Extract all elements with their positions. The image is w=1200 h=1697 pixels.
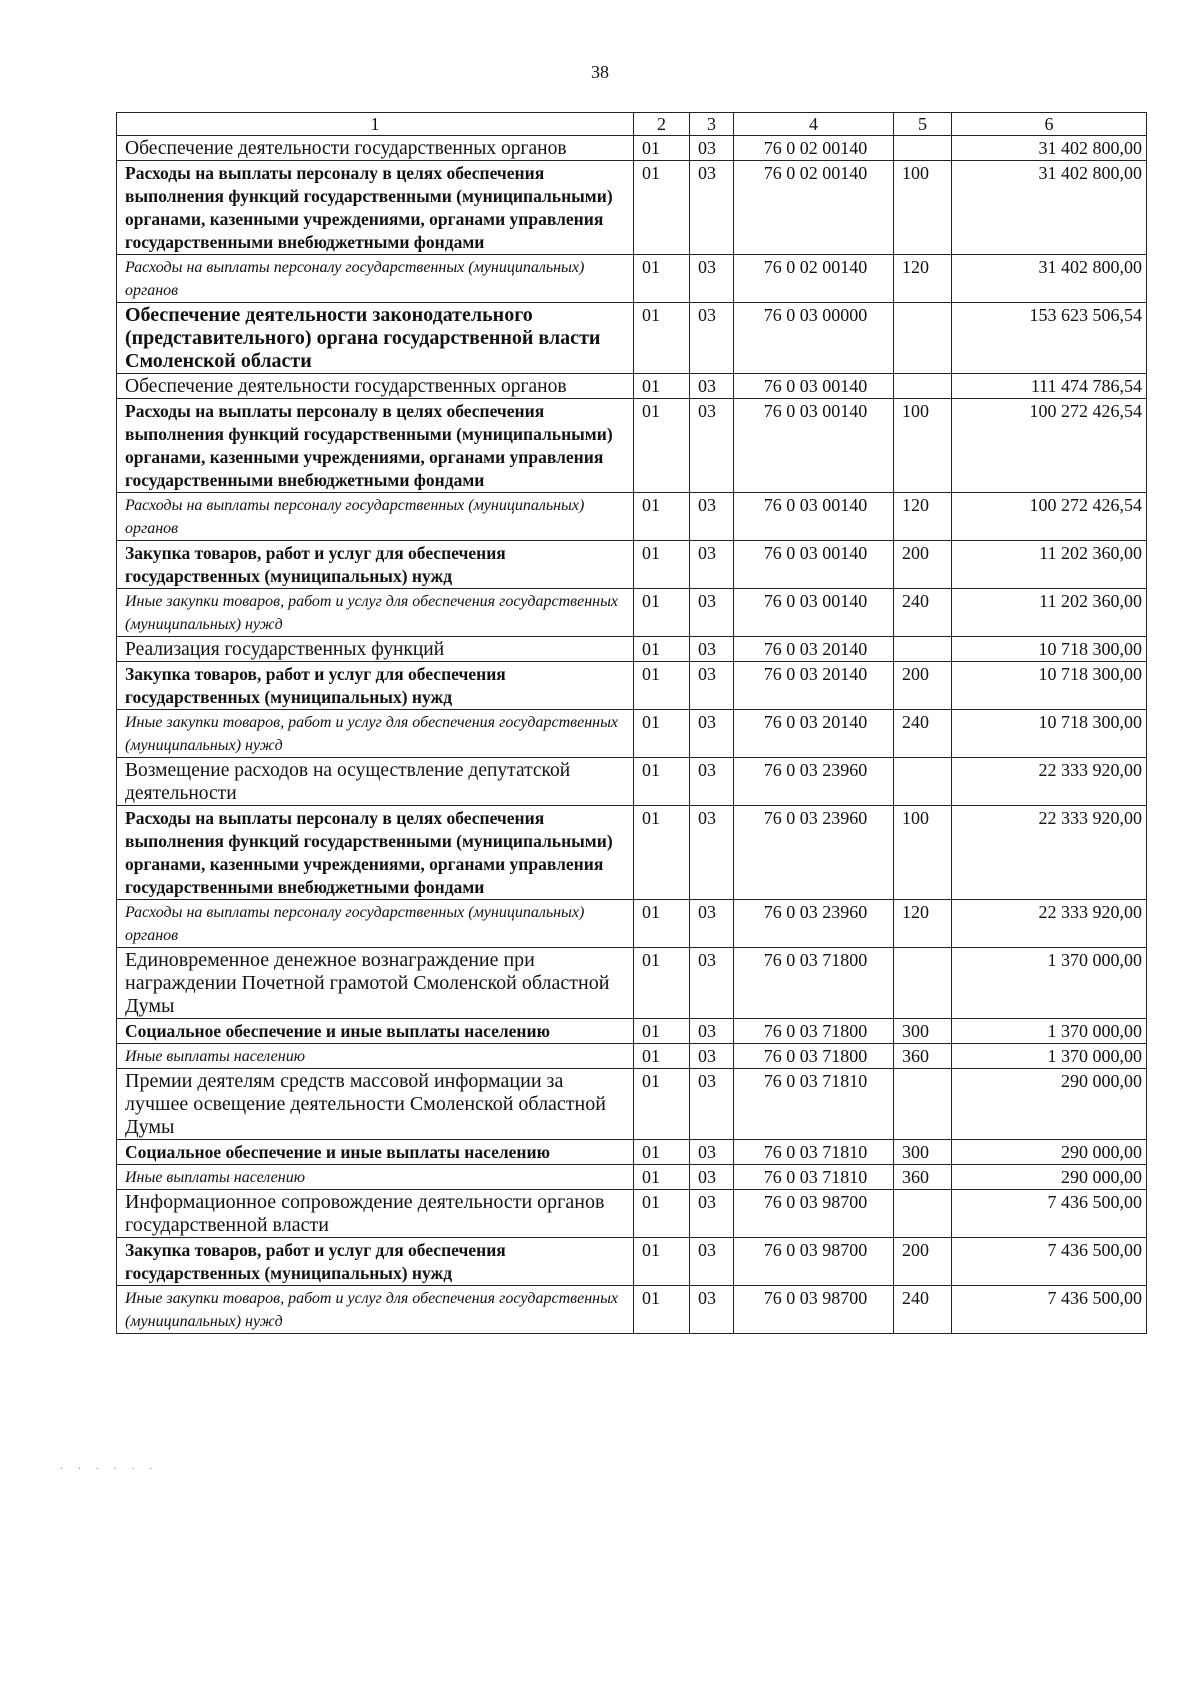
target-article-cell: 76 0 03 00140 [734,589,894,637]
subsection-code-cell: 03 [690,1286,734,1334]
subsection-code-cell: 03 [690,589,734,637]
amount-cell: 22 333 920,00 [952,758,1147,806]
subsection-code-cell: 03 [690,637,734,662]
item-name-cell: Расходы на выплаты персоналу государственных (муниципальных) органов [117,900,634,948]
subsection-code-cell: 03 [690,1019,734,1044]
item-name-cell: Обеспечение деятельности государственных органов [117,374,634,399]
item-name-cell: Расходы на выплаты персоналу государственных (муниципальных) органов [117,255,634,303]
subsection-code-cell: 03 [690,1140,734,1165]
section-code-cell: 01 [634,541,690,589]
target-article-cell: 76 0 03 00000 [734,303,894,374]
expense-type-cell [894,758,952,806]
subsection-code-cell: 03 [690,900,734,948]
expense-type-cell: 100 [894,161,952,255]
budget-table [116,112,1147,1334]
table-row [117,136,1147,161]
table-row [117,541,1147,589]
amount-cell: 290 000,00 [952,1165,1147,1190]
expense-type-cell [894,637,952,662]
expense-type-cell [894,374,952,399]
section-code-cell: 01 [634,1238,690,1286]
column-header: 2 [634,113,690,136]
expense-type-cell: 100 [894,806,952,900]
item-name-cell: Закупка товаров, работ и услуг для обеспечения государственных (муниципальных) нужд [117,662,634,710]
table-row [117,1286,1147,1334]
amount-cell: 290 000,00 [952,1069,1147,1140]
subsection-code-cell: 03 [690,710,734,758]
section-code-cell: 01 [634,710,690,758]
subsection-code-cell: 03 [690,399,734,493]
expense-type-cell: 300 [894,1019,952,1044]
amount-cell: 10 718 300,00 [952,710,1147,758]
target-article-cell: 76 0 03 23960 [734,758,894,806]
amount-cell: 11 202 360,00 [952,589,1147,637]
item-name-cell: Расходы на выплаты персоналу в целях обеспечения выполнения функций государственными (муниципальными) органами, казенными учреждениями, органами управления государственными внебюджетными фондами [117,806,634,900]
amount-cell: 100 272 426,54 [952,399,1147,493]
table-row [117,589,1147,637]
expense-type-cell: 240 [894,1286,952,1334]
amount-cell: 31 402 800,00 [952,255,1147,303]
table-row [117,1140,1147,1165]
expense-type-cell: 200 [894,662,952,710]
table-row [117,637,1147,662]
section-code-cell: 01 [634,1286,690,1334]
scan-artifact: · · · · · · [60,1464,159,1475]
amount-cell: 22 333 920,00 [952,806,1147,900]
section-code-cell: 01 [634,303,690,374]
expense-type-cell: 200 [894,541,952,589]
target-article-cell: 76 0 03 00140 [734,493,894,541]
section-code-cell: 01 [634,1140,690,1165]
target-article-cell: 76 0 03 00140 [734,374,894,399]
section-code-cell: 01 [634,255,690,303]
subsection-code-cell: 03 [690,541,734,589]
target-article-cell: 76 0 03 98700 [734,1190,894,1238]
section-code-cell: 01 [634,161,690,255]
amount-cell: 7 436 500,00 [952,1190,1147,1238]
table-row [117,255,1147,303]
section-code-cell: 01 [634,758,690,806]
table-row [117,1019,1147,1044]
section-code-cell: 01 [634,1069,690,1140]
section-code-cell: 01 [634,399,690,493]
table-row [117,806,1147,900]
column-header: 1 [117,113,634,136]
column-header: 3 [690,113,734,136]
amount-cell: 7 436 500,00 [952,1286,1147,1334]
table-row [117,374,1147,399]
item-name-cell: Иные выплаты населению [117,1165,634,1190]
item-name-cell: Расходы на выплаты персоналу в целях обеспечения выполнения функций государственными (муниципальными) органами, казенными учреждениями, органами управления государственными внебюджетными фондами [117,399,634,493]
expense-type-cell [894,948,952,1019]
target-article-cell: 76 0 02 00140 [734,255,894,303]
table-row [117,758,1147,806]
target-article-cell: 76 0 03 71800 [734,1019,894,1044]
item-name-cell: Закупка товаров, работ и услуг для обеспечения государственных (муниципальных) нужд [117,1238,634,1286]
item-name-cell: Иные закупки товаров, работ и услуг для обеспечения государственных (муниципальных) нужд [117,1286,634,1334]
expense-type-cell [894,1069,952,1140]
subsection-code-cell: 03 [690,948,734,1019]
amount-cell: 100 272 426,54 [952,493,1147,541]
subsection-code-cell: 03 [690,1069,734,1140]
section-code-cell: 01 [634,493,690,541]
subsection-code-cell: 03 [690,1190,734,1238]
target-article-cell: 76 0 02 00140 [734,136,894,161]
item-name-cell: Иные выплаты населению [117,1044,634,1069]
item-name-cell: Социальное обеспечение и иные выплаты населению [117,1019,634,1044]
section-code-cell: 01 [634,1190,690,1238]
amount-cell: 153 623 506,54 [952,303,1147,374]
target-article-cell: 76 0 03 23960 [734,900,894,948]
target-article-cell: 76 0 03 20140 [734,662,894,710]
target-article-cell: 76 0 03 71800 [734,948,894,1019]
target-article-cell: 76 0 03 71810 [734,1069,894,1140]
item-name-cell: Возмещение расходов на осуществление депутатской деятельности [117,758,634,806]
section-code-cell: 01 [634,806,690,900]
target-article-cell: 76 0 03 00140 [734,541,894,589]
expense-type-cell [894,303,952,374]
target-article-cell: 76 0 03 20140 [734,710,894,758]
item-name-cell: Социальное обеспечение и иные выплаты населению [117,1140,634,1165]
target-article-cell: 76 0 03 98700 [734,1286,894,1334]
table-row [117,399,1147,493]
section-code-cell: 01 [634,1165,690,1190]
section-code-cell: 01 [634,374,690,399]
subsection-code-cell: 03 [690,1238,734,1286]
section-code-cell: 01 [634,589,690,637]
page-number: 38 [591,62,609,82]
amount-cell: 1 370 000,00 [952,948,1147,1019]
table-row [117,1044,1147,1069]
section-code-cell: 01 [634,1044,690,1069]
table-row [117,710,1147,758]
subsection-code-cell: 03 [690,662,734,710]
table-row [117,161,1147,255]
table-row [117,948,1147,1019]
target-article-cell: 76 0 03 71810 [734,1140,894,1165]
expense-type-cell: 120 [894,900,952,948]
amount-cell: 1 370 000,00 [952,1019,1147,1044]
amount-cell: 10 718 300,00 [952,637,1147,662]
target-article-cell: 76 0 02 00140 [734,161,894,255]
item-name-cell: Расходы на выплаты персоналу в целях обеспечения выполнения функций государственными (муниципальными) органами, казенными учреждениями, органами управления государственными внебюджетными фондами [117,161,634,255]
amount-cell: 31 402 800,00 [952,136,1147,161]
table-row [117,493,1147,541]
table-row [117,1165,1147,1190]
amount-cell: 31 402 800,00 [952,161,1147,255]
section-code-cell: 01 [634,637,690,662]
item-name-cell: Реализация государственных функций [117,637,634,662]
column-header: 6 [952,113,1147,136]
target-article-cell: 76 0 03 00140 [734,399,894,493]
target-article-cell: 76 0 03 20140 [734,637,894,662]
subsection-code-cell: 03 [690,493,734,541]
subsection-code-cell: 03 [690,1165,734,1190]
subsection-code-cell: 03 [690,255,734,303]
expense-type-cell: 360 [894,1044,952,1069]
section-code-cell: 01 [634,900,690,948]
item-name-cell: Расходы на выплаты персоналу государственных (муниципальных) органов [117,493,634,541]
amount-cell: 11 202 360,00 [952,541,1147,589]
item-name-cell: Обеспечение деятельности государственных органов [117,136,634,161]
table-row [117,303,1147,374]
expense-type-cell: 120 [894,493,952,541]
section-code-cell: 01 [634,662,690,710]
subsection-code-cell: 03 [690,161,734,255]
table-row [117,1238,1147,1286]
amount-cell: 7 436 500,00 [952,1238,1147,1286]
target-article-cell: 76 0 03 98700 [734,1238,894,1286]
expense-type-cell: 240 [894,710,952,758]
target-article-cell: 76 0 03 71810 [734,1165,894,1190]
section-code-cell: 01 [634,136,690,161]
expense-type-cell: 240 [894,589,952,637]
expense-type-cell: 200 [894,1238,952,1286]
subsection-code-cell: 03 [690,136,734,161]
amount-cell: 1 370 000,00 [952,1044,1147,1069]
section-code-cell: 01 [634,1019,690,1044]
subsection-code-cell: 03 [690,303,734,374]
item-name-cell: Иные закупки товаров, работ и услуг для обеспечения государственных (муниципальных) нужд [117,710,634,758]
item-name-cell: Закупка товаров, работ и услуг для обеспечения государственных (муниципальных) нужд [117,541,634,589]
target-article-cell: 76 0 03 71800 [734,1044,894,1069]
subsection-code-cell: 03 [690,374,734,399]
subsection-code-cell: 03 [690,1044,734,1069]
amount-cell: 10 718 300,00 [952,662,1147,710]
item-name-cell: Единовременное денежное вознаграждение при награждении Почетной грамотой Смоленской областной Думы [117,948,634,1019]
expense-type-cell: 120 [894,255,952,303]
table-row [117,1069,1147,1140]
target-article-cell: 76 0 03 23960 [734,806,894,900]
section-code-cell: 01 [634,948,690,1019]
subsection-code-cell: 03 [690,806,734,900]
amount-cell: 22 333 920,00 [952,900,1147,948]
amount-cell: 290 000,00 [952,1140,1147,1165]
column-header: 4 [734,113,894,136]
item-name-cell: Обеспечение деятельности законодательного (представительного) органа государственной власти Смоленской области [117,303,634,374]
expense-type-cell: 100 [894,399,952,493]
table-row [117,1190,1147,1238]
table-row [117,662,1147,710]
item-name-cell: Премии деятелям средств массовой информации за лучшее освещение деятельности Смоленской областной Думы [117,1069,634,1140]
expense-type-cell: 360 [894,1165,952,1190]
table-header-row [117,113,1147,136]
amount-cell: 111 474 786,54 [952,374,1147,399]
table-row [117,900,1147,948]
item-name-cell: Иные закупки товаров, работ и услуг для обеспечения государственных (муниципальных) нужд [117,589,634,637]
subsection-code-cell: 03 [690,758,734,806]
item-name-cell: Информационное сопровождение деятельности органов государственной власти [117,1190,634,1238]
expense-type-cell: 300 [894,1140,952,1165]
column-header: 5 [894,113,952,136]
expense-type-cell [894,1190,952,1238]
expense-type-cell [894,136,952,161]
